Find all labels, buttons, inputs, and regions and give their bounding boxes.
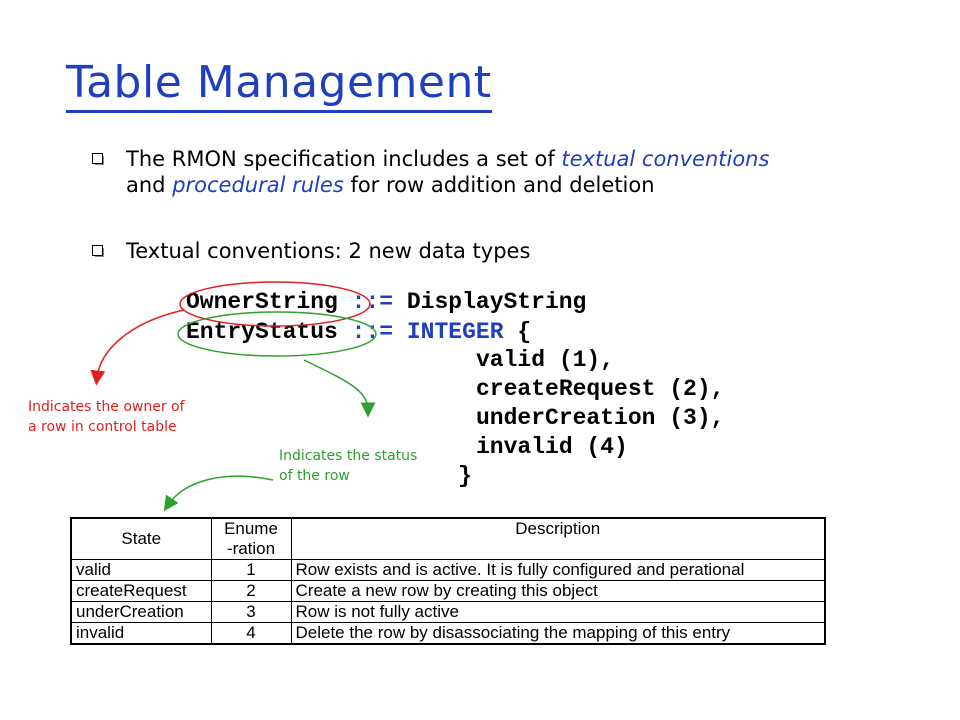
table-row	[71, 623, 825, 645]
cell-enum: 1	[211, 560, 291, 581]
cell-description: Create a new row by creating this object	[291, 581, 825, 602]
code-assign: ::=	[351, 289, 394, 315]
cell-description: Row exists and is active. It is fully configured and perational	[291, 560, 825, 581]
header-state: State	[71, 518, 211, 560]
status-arrow	[304, 360, 368, 410]
owner-note	[28, 397, 185, 437]
cell-enum: 4	[211, 623, 291, 645]
page-title: Table Management	[66, 58, 492, 113]
table-arrow	[168, 476, 273, 505]
code-brace: {	[517, 319, 532, 345]
code-enum-invalid: invalid (4)	[476, 434, 628, 460]
code-enum-createrequest: createRequest (2),	[476, 376, 725, 402]
cell-state: underCreation	[71, 602, 211, 623]
code-enum-valid: valid (1),	[476, 347, 615, 373]
code-close-brace: }	[458, 463, 472, 489]
owner-note-line: Indicates the owner of	[28, 399, 185, 415]
table-row	[71, 560, 825, 581]
highlight-procedural-rules: procedural rules	[172, 173, 344, 197]
cell-description: Delete the row by disassociating the mapping of this entry	[291, 623, 825, 645]
status-note-line: Indicates the status	[279, 448, 418, 464]
owner-highlight-ellipse	[180, 282, 370, 326]
cell-state: createRequest	[71, 581, 211, 602]
cell-state: invalid	[71, 623, 211, 645]
table-header-row	[71, 518, 825, 560]
status-note	[279, 446, 417, 486]
text-segment: and	[126, 173, 173, 197]
code-name: EntryStatus	[186, 319, 338, 345]
header-enum-line: Enume	[224, 519, 278, 538]
cell-enum: 3	[211, 602, 291, 623]
text-segment: The RMON specification includes a set of	[126, 147, 562, 171]
bullet-text-2: Textual conventions: 2 new data types	[126, 239, 531, 263]
highlight-textual-conventions: textual conventions	[561, 147, 770, 171]
code-type: DisplayString	[406, 289, 587, 315]
status-highlight-ellipse	[178, 312, 376, 356]
header-description: Description	[291, 518, 825, 560]
code-assign: ::=	[351, 319, 394, 345]
owner-note-line: a row in control table	[28, 419, 177, 435]
cell-enum: 2	[211, 581, 291, 602]
table-row	[71, 602, 825, 623]
table-row	[71, 581, 825, 602]
status-note-line: of the row	[279, 468, 350, 484]
code-type: INTEGER	[406, 319, 504, 345]
cell-description: Row is not fully active	[291, 602, 825, 623]
header-enumeration	[211, 518, 291, 560]
entry-status-table	[70, 517, 826, 645]
text-segment: for row addition and deletion	[343, 173, 655, 197]
header-enum-line: -ration	[226, 539, 276, 558]
cell-state: valid	[71, 560, 211, 581]
code-name: OwnerString	[186, 289, 338, 315]
code-enum-undercreation: underCreation (3),	[476, 405, 725, 431]
owner-arrow	[97, 310, 184, 378]
